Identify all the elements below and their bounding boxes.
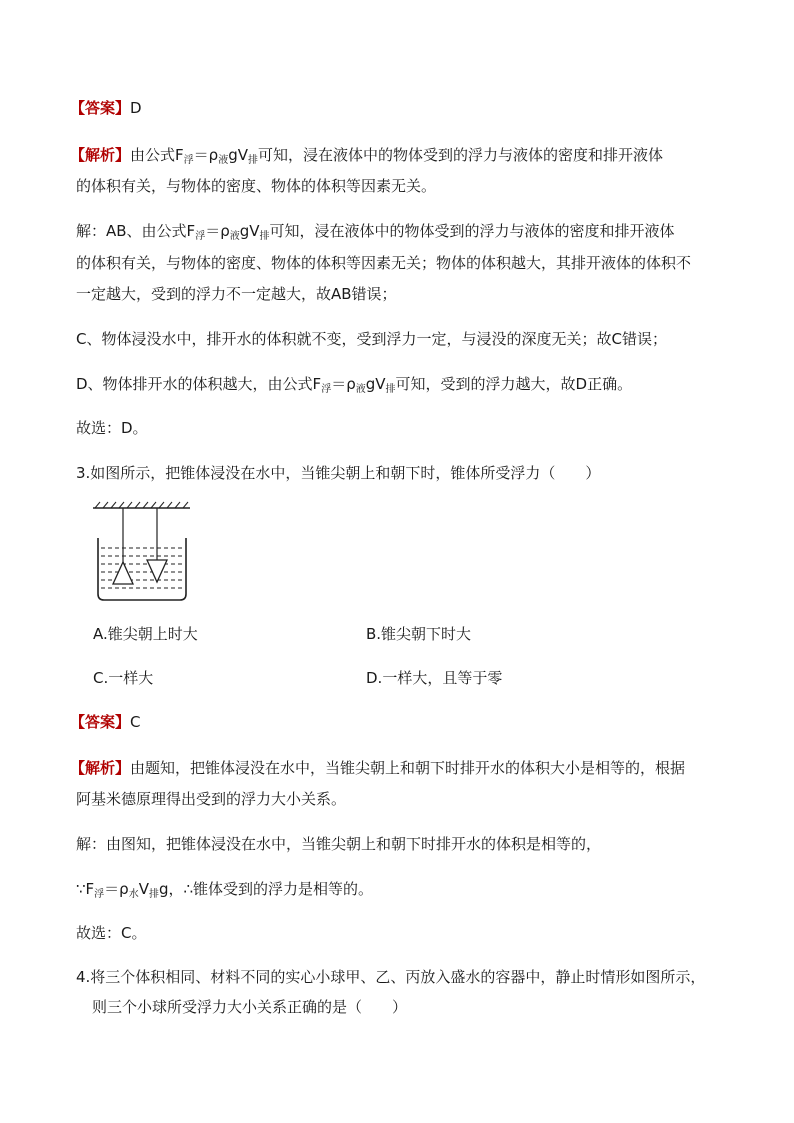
option-a-text: A.锥尖朝上时大: [93, 625, 198, 643]
formula-text: V: [138, 880, 149, 898]
q2-solution-c: [76, 329, 667, 349]
q2-answer-line: [70, 98, 142, 118]
analysis-tag: 【解析】: [70, 146, 131, 164]
solution-text: 一定越大，受到的浮力不一定越大，故AB错误；: [76, 285, 397, 303]
subscript: 浮: [321, 384, 332, 395]
solution-text: 解：由图知，把锥体浸没在水中，当锥尖朝上和朝下时排开水的体积是相等的，: [76, 835, 602, 853]
formula-text: 由公式F: [130, 146, 184, 164]
container: [98, 538, 186, 600]
formula-text: ＝ρ: [104, 880, 129, 898]
subscript: 液: [229, 231, 240, 242]
q3-solution-line-1: [76, 834, 601, 854]
cone-in-water-figure: [90, 498, 200, 608]
q4-stem-line-1: [76, 967, 705, 987]
choice-text: 故选：C。: [76, 924, 147, 942]
subscript: 液: [355, 384, 366, 395]
q2-choice: [76, 418, 148, 438]
subscript: 水: [128, 889, 139, 900]
q2-solution-d: [76, 374, 632, 394]
q3-answer-line: [70, 712, 141, 732]
analysis-text: 由题知，把锥体浸没在水中，当锥尖朝上和朝下时排开水的体积大小是相等的，根据: [130, 759, 686, 777]
subscript: 浮: [195, 231, 206, 242]
option-c: [93, 668, 153, 688]
subscript: 排: [385, 384, 396, 395]
answer-tag: 【答案】: [70, 713, 131, 731]
question-stem: 则三个小球所受浮力大小关系正确的是（ ）: [92, 998, 408, 1016]
support-hatching: [95, 502, 188, 508]
option-b: [366, 624, 471, 644]
formula-text: ∵F: [76, 880, 95, 898]
solution-text: 可知，浸在液体中的物体受到的浮力与液体的密度和排开液体: [269, 222, 675, 240]
q2-analysis-line-1: [70, 145, 663, 166]
subscript: 浮: [94, 889, 105, 900]
formula-text: gV: [228, 146, 248, 164]
answer-value: C: [130, 713, 141, 731]
q2-solution-line-3: [76, 284, 397, 304]
option-d-text: D.一样大，且等于零: [366, 669, 503, 687]
formula-text: ＝ρ: [331, 375, 356, 393]
q2-solution-line-2: [76, 253, 691, 273]
solution-text: C、物体浸没水中，排开水的体积就不变，受到浮力一定，与浸没的深度无关；故C错误；: [76, 330, 667, 348]
analysis-text: 阿基米德原理得出受到的浮力大小关系。: [76, 790, 347, 808]
option-a: [93, 624, 198, 644]
q3-analysis-line-2: [76, 789, 346, 809]
choice-text: 故选：D。: [76, 419, 148, 437]
question-stem: 3.如图所示，把锥体浸没在水中，当锥尖朝上和朝下时，锥体所受浮力（ ）: [76, 464, 601, 482]
q3-choice: [76, 923, 146, 943]
cone-apex-up: [113, 562, 133, 584]
solution-text: 的体积有关，与物体的密度、物体的体积等因素无关；物体的体积越大，其排开液体的体积不: [76, 254, 692, 272]
subscript: 排: [148, 889, 159, 900]
analysis-text: 可知，浸在液体中的物体受到的浮力与液体的密度和排开液体: [257, 146, 663, 164]
solution-text: D、物体排开水的体积越大，由公式F: [76, 375, 322, 393]
analysis-text: 的体积有关，与物体的密度、物体的体积等因素无关。: [76, 177, 437, 195]
formula-text: ＝ρ: [193, 146, 219, 164]
question-stem: 4.将三个体积相同、材料不同的实心小球甲、乙、丙放入盛水的容器中，静止时情形如图所示，: [76, 968, 706, 986]
option-c-text: C.一样大: [93, 669, 154, 687]
formula-text: gV: [365, 375, 386, 393]
solution-text: 解：AB、由公式F: [76, 222, 196, 240]
solution-text: g，∴锥体受到的浮力是相等的。: [158, 880, 374, 898]
q3-solution-line-2: [76, 879, 373, 899]
subscript: 液: [218, 155, 229, 166]
formula-text: gV: [239, 222, 260, 240]
q2-analysis-line-2: [76, 176, 436, 196]
option-b-text: B.锥尖朝下时大: [366, 625, 472, 643]
analysis-tag: 【解析】: [70, 759, 131, 777]
q2-solution-line-1: [76, 221, 675, 241]
answer-value: D: [130, 99, 142, 117]
q4-stem-line-2: [92, 997, 407, 1017]
subscript: 排: [247, 155, 258, 166]
option-d: [366, 668, 502, 688]
subscript: 浮: [183, 155, 194, 166]
solution-text: 可知，受到的浮力越大，故D正确。: [395, 375, 633, 393]
q3-analysis-line-1: [70, 758, 686, 778]
cone-apex-down: [147, 560, 167, 582]
subscript: 排: [259, 231, 270, 242]
answer-tag: 【答案】: [70, 99, 131, 117]
formula-text: ＝ρ: [205, 222, 230, 240]
q3-stem: [76, 463, 600, 483]
